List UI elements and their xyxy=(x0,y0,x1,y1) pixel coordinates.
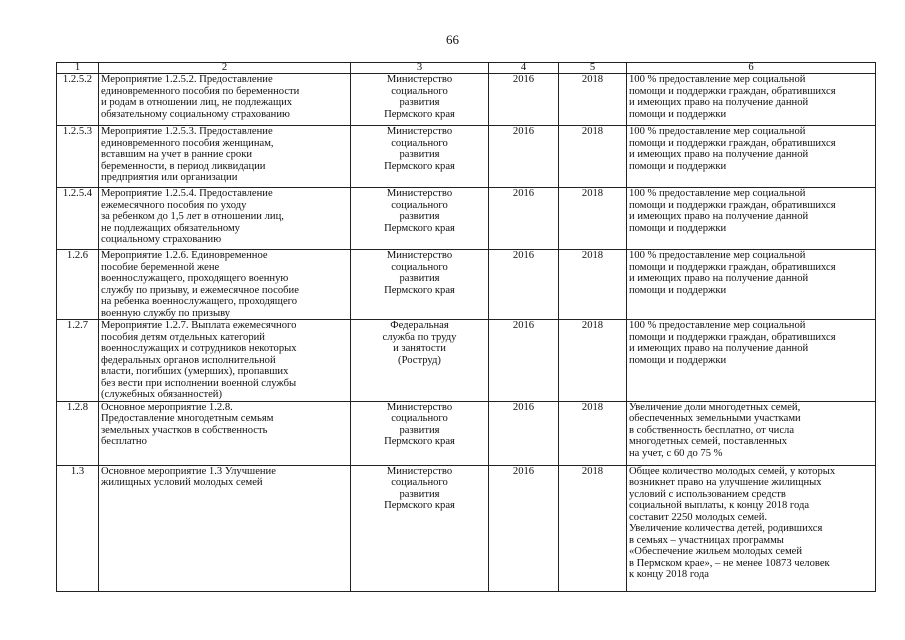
end-year-cell: 2018 xyxy=(559,74,627,126)
item-number-cell: 1.2.5.3 xyxy=(57,126,99,188)
table-row xyxy=(57,188,876,250)
executor-cell: Министерство социального развития Пермского края xyxy=(351,401,489,465)
table-row xyxy=(57,320,876,402)
expected-result-cell: 100 % предоставление мер социальной помощи и поддержки граждан, обратившихся и имеющих право на получение данной помощи и поддержки xyxy=(627,126,876,188)
column-header: 6 xyxy=(627,63,876,74)
column-header: 1 xyxy=(57,63,99,74)
table-row xyxy=(57,250,876,320)
start-year-cell: 2016 xyxy=(489,126,559,188)
start-year-cell: 2016 xyxy=(489,74,559,126)
activity-name-cell: Основное мероприятие 1.3 Улучшение жилищных условий молодых семей xyxy=(99,465,351,591)
start-year-cell: 2016 xyxy=(489,465,559,591)
start-year-cell: 2016 xyxy=(489,401,559,465)
item-number-cell: 1.2.5.4 xyxy=(57,188,99,250)
end-year-cell: 2018 xyxy=(559,126,627,188)
expected-result-cell: 100 % предоставление мер социальной помощи и поддержки граждан, обратившихся и имеющих право на получение данной помощи и поддержки xyxy=(627,250,876,320)
activity-name-cell: Мероприятие 1.2.5.3. Предоставление единовременного пособия женщинам, вставшим на учет в ранние сроки беременности, в период ликвидации предприятия или организации xyxy=(99,126,351,188)
end-year-cell: 2018 xyxy=(559,250,627,320)
activity-name-cell: Мероприятие 1.2.7. Выплата ежемесячного пособия детям отдельных категорий военнослужащих и сотрудников некоторых федеральных органов исполнительной власти, погибших (умерших), пропавших без вести при исполнении военной службы (служебных обязанностей) xyxy=(99,320,351,402)
executor-cell: Министерство социального развития Пермского края xyxy=(351,250,489,320)
activity-name-cell: Мероприятие 1.2.5.2. Предоставление единовременного пособия по беременности и родам в отношении лиц, не подлежащих обязательному социальному страхованию xyxy=(99,74,351,126)
column-header: 3 xyxy=(351,63,489,74)
table-header-row xyxy=(57,63,876,74)
expected-result-cell: 100 % предоставление мер социальной помощи и поддержки граждан, обратившихся и имеющих право на получение данной помощи и поддержки xyxy=(627,188,876,250)
page-number: 66 xyxy=(446,32,459,47)
column-header: 2 xyxy=(99,63,351,74)
activity-name-cell: Мероприятие 1.2.6. Единовременное пособие беременной жене военнослужащего, проходящего военную службу по призыву, и ежемесячное пособие на ребенка военнослужащего, проходящего военную службу по призыву xyxy=(99,250,351,320)
start-year-cell: 2016 xyxy=(489,188,559,250)
table-row xyxy=(57,74,876,126)
executor-cell: Министерство социального развития Пермского края xyxy=(351,188,489,250)
end-year-cell: 2018 xyxy=(559,320,627,402)
item-number-cell: 1.2.8 xyxy=(57,401,99,465)
activity-name-cell: Мероприятие 1.2.5.4. Предоставление ежемесячного пособия по уходу за ребенком до 1,5 лет в отношении лиц, не подлежащих обязательному социальному страхованию xyxy=(99,188,351,250)
column-header: 4 xyxy=(489,63,559,74)
item-number-cell: 1.2.6 xyxy=(57,250,99,320)
executor-cell: Федеральная служба по труду и занятости (Роструд) xyxy=(351,320,489,402)
expected-result-cell: 100 % предоставление мер социальной помощи и поддержки граждан, обратившихся и имеющих право на получение данной помощи и поддержки xyxy=(627,74,876,126)
item-number-cell: 1.2.5.2 xyxy=(57,74,99,126)
expected-result-cell: 100 % предоставление мер социальной помощи и поддержки граждан, обратившихся и имеющих право на получение данной помощи и поддержки xyxy=(627,320,876,402)
expected-result-cell: Увеличение доли многодетных семей, обеспеченных земельными участками в собственность бесплатно, от числа многодетных семей, поставленных на учет, с 60 до 75 % xyxy=(627,401,876,465)
activity-name-cell: Основное мероприятие 1.2.8. Предоставление многодетным семьям земельных участков в собственность бесплатно xyxy=(99,401,351,465)
end-year-cell: 2018 xyxy=(559,401,627,465)
table-row xyxy=(57,465,876,591)
item-number-cell: 1.3 xyxy=(57,465,99,591)
executor-cell: Министерство социального развития Пермского края xyxy=(351,74,489,126)
start-year-cell: 2016 xyxy=(489,250,559,320)
expected-result-cell: Общее количество молодых семей, у которых возникнет право на улучшение жилищных условий с использованием средств социальной выплаты, к концу 2018 года составит 2250 молодых семей. Увеличение количества детей, родившихся в семьях – участницах программы «Обеспечение жильем молодых семей в Пермском крае», – не менее 10873 человек к концу 2018 года xyxy=(627,465,876,591)
end-year-cell: 2018 xyxy=(559,188,627,250)
column-header: 5 xyxy=(559,63,627,74)
table-row xyxy=(57,126,876,188)
end-year-cell: 2018 xyxy=(559,465,627,591)
executor-cell: Министерство социального развития Пермского края xyxy=(351,465,489,591)
start-year-cell: 2016 xyxy=(489,320,559,402)
executor-cell: Министерство социального развития Пермского края xyxy=(351,126,489,188)
program-activities-table xyxy=(56,62,876,592)
table-row xyxy=(57,401,876,465)
item-number-cell: 1.2.7 xyxy=(57,320,99,402)
